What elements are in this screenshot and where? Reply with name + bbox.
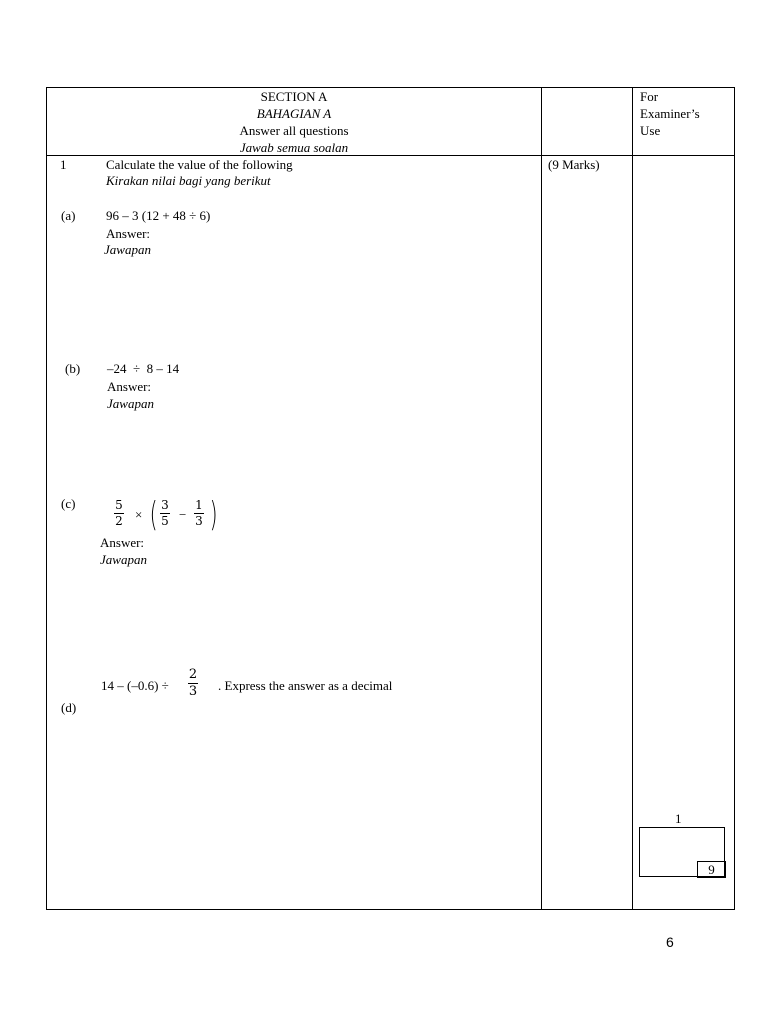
part-b-answer-label: Answer: (107, 379, 152, 394)
part-d-expression: 14 – (–0.6) ÷ (101, 678, 169, 693)
close-parenthesis: ) (209, 495, 218, 535)
part-d-label: (d) (61, 700, 77, 715)
score-box-total: 9 (708, 862, 715, 877)
table-marks-divider (541, 87, 542, 910)
fraction-denominator: 2 (115, 514, 123, 528)
question-number: 1 (60, 157, 67, 172)
examiner-label-line2: Examiner’s (640, 106, 700, 121)
examiner-label-line3: Use (640, 123, 661, 138)
score-box-question-number: 1 (675, 811, 682, 826)
section-title: SECTION A (260, 89, 328, 104)
fraction-numerator: 2 (188, 667, 198, 682)
part-a-answer-label-ms: Jawapan (104, 242, 151, 257)
times-sign: × (135, 507, 143, 522)
fraction-numerator: 1 (195, 498, 203, 512)
fraction-denominator: 5 (161, 514, 169, 528)
part-c-label: (c) (61, 496, 76, 511)
fraction-numerator: 3 (161, 498, 169, 512)
part-d-instruction: . Express the answer as a decimal (218, 678, 393, 693)
part-a-label: (a) (61, 208, 76, 223)
examiner-label-line1: For (640, 89, 659, 104)
part-a-answer-label: Answer: (106, 226, 151, 241)
question-prompt-ms: Kirakan nilai bagi yang berikut (106, 173, 271, 188)
part-c-fraction-5-2 (114, 499, 124, 528)
open-parenthesis: ( (149, 495, 158, 535)
table-left-border (46, 87, 47, 910)
part-c-fraction-3-5 (160, 499, 170, 528)
part-a-expression: 96 – 3 (12 + 48 ÷ 6) (106, 208, 211, 223)
score-box-total-cell (697, 861, 726, 878)
part-c-answer-label-ms: Jawapan (100, 552, 147, 567)
page-number: 6 (666, 934, 674, 950)
fraction-denominator: 3 (188, 684, 198, 699)
section-instruction: Answer all questions (239, 123, 349, 138)
section-title-ms: BAHAGIAN A (256, 106, 332, 121)
part-b-answer-label-ms: Jawapan (107, 396, 154, 411)
question-prompt: Calculate the value of the following (106, 157, 293, 172)
table-right-border (734, 87, 735, 910)
examiner-use-label (640, 88, 700, 139)
part-d-fraction-2-3 (188, 668, 198, 699)
part-b-label: (b) (65, 361, 81, 376)
minus-sign: − (179, 507, 187, 522)
part-b-expression: –24 ÷ 8 – 14 (107, 361, 180, 376)
fraction-denominator: 3 (195, 514, 203, 528)
part-c-answer-label: Answer: (100, 535, 145, 550)
section-instruction-ms: Jawab semua soalan (239, 140, 349, 155)
part-c-fraction-1-3 (194, 499, 204, 528)
question-marks: (9 Marks) (548, 157, 600, 172)
table-examiner-divider (632, 87, 633, 910)
section-header (47, 88, 541, 156)
fraction-numerator: 5 (115, 498, 123, 512)
